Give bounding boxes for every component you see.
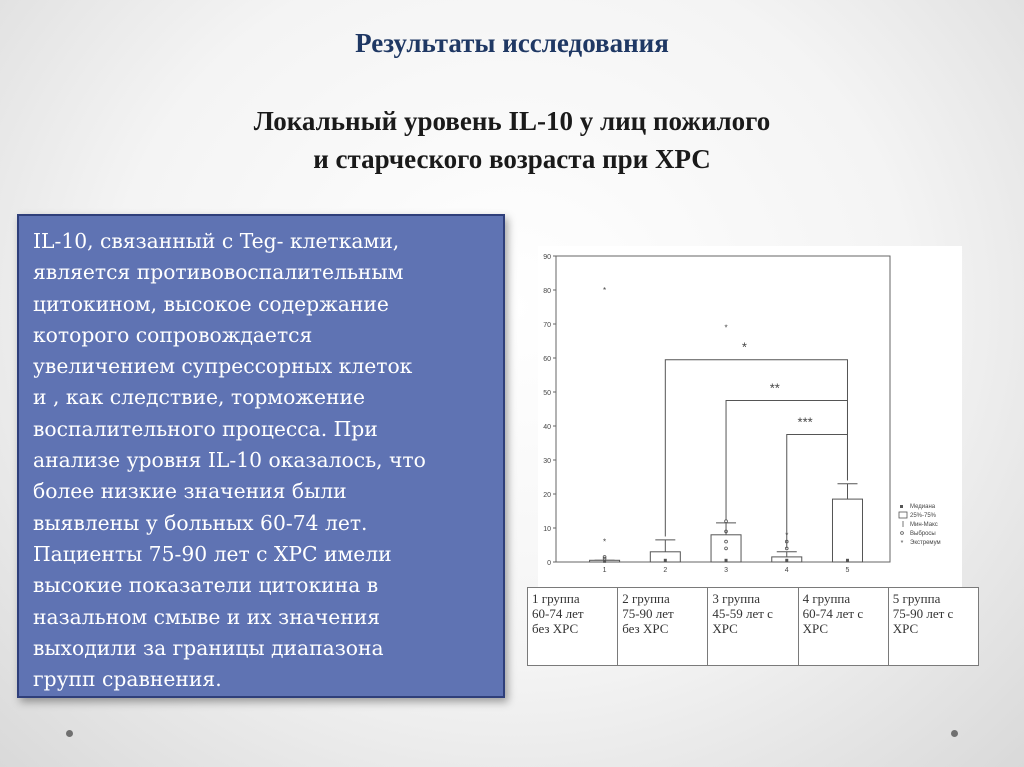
- legend-median-symbol: [900, 505, 903, 508]
- y-tick-label-10: 10: [543, 526, 551, 533]
- group-row: [528, 588, 979, 666]
- extreme-1-1: *: [603, 537, 607, 547]
- significance-label-3: ***: [797, 414, 813, 430]
- legend-outlier-symbol: [901, 532, 904, 535]
- y-tick-label-90: 90: [543, 254, 551, 261]
- legend-label-4: Выбросы: [910, 531, 936, 537]
- description-textbox: IL-10, связанный с Teg- клетками, является противовоспалительным цитокином, высокое содержание которого сопровождается увеличением супрессорных клеток и , как следствие, торможение воспалительного процесса. При анализе уровня IL-10 оказалось, что более низкие значения были выявлены у больных 60-74 лет. Пациенты 75-90 лет с ХРС имели высокие показатели цитокина в назальном смыве и их значения выходили за границы диапазона групп сравнения.: [17, 214, 505, 698]
- y-tick-label-80: 80: [543, 288, 551, 295]
- x-tick-label-2: 2: [663, 567, 668, 574]
- y-tick-label-20: 20: [543, 492, 551, 499]
- significance-label-2: **: [769, 380, 780, 396]
- box-plot-svg: [538, 246, 962, 588]
- legend-label-1: Медиана: [910, 504, 936, 510]
- median-2: [664, 559, 667, 562]
- group-legend-table: [527, 587, 979, 666]
- significance-bracket-1: [665, 360, 847, 537]
- y-tick-label-40: 40: [543, 424, 551, 431]
- section-title: Результаты исследования: [355, 28, 669, 58]
- extreme-4-0: *: [785, 530, 789, 540]
- median-5: [846, 559, 849, 562]
- extreme-3-0: *: [724, 323, 728, 333]
- x-tick-label-4: 4: [784, 567, 789, 574]
- next-slide-dot[interactable]: [951, 730, 958, 737]
- significance-label-1: *: [741, 339, 747, 355]
- group-cell-3: 3 группа 45-59 лет с ХРС: [708, 588, 798, 666]
- median-4: [785, 559, 788, 562]
- legend-extreme-symbol: *: [900, 540, 904, 547]
- legend-box-symbol: [899, 512, 907, 518]
- group-cell-1: 1 группа 60-74 лет без ХРС: [528, 588, 618, 666]
- legend-label-3: Мин-Макс: [910, 522, 938, 528]
- slide-title: [0, 102, 1024, 178]
- y-tick-label-60: 60: [543, 356, 551, 363]
- outlier-3-0: [725, 520, 728, 523]
- box-plot-chart: [538, 246, 962, 588]
- x-tick-label-1: 1: [602, 567, 607, 574]
- y-tick-label-70: 70: [543, 322, 551, 329]
- box-5: [832, 499, 862, 562]
- x-tick-label-3: 3: [724, 567, 728, 574]
- group-cell-4: 4 группа 60-74 лет с ХРС: [798, 588, 888, 666]
- x-tick-label-5: 5: [845, 567, 850, 574]
- y-tick-label-0: 0: [547, 560, 551, 567]
- slide-title-line-2: и старческого возраста при ХРС: [313, 144, 711, 174]
- legend-label-2: 25%-75%: [910, 513, 937, 519]
- group-cell-2: 2 группа 75-90 лет без ХРС: [618, 588, 708, 666]
- y-tick-label-30: 30: [543, 458, 551, 465]
- legend-label-5: Экстремум: [910, 540, 941, 546]
- prev-slide-dot[interactable]: [66, 730, 73, 737]
- slide-title-line-1: Локальный уровень IL-10 у лиц пожилого: [253, 106, 771, 136]
- extreme-1-0: *: [603, 286, 607, 295]
- y-tick-label-50: 50: [543, 390, 551, 397]
- box-3: [711, 535, 741, 562]
- group-cell-5: 5 группа 75-90 лет с ХРС: [888, 588, 978, 666]
- median-3: [725, 559, 728, 562]
